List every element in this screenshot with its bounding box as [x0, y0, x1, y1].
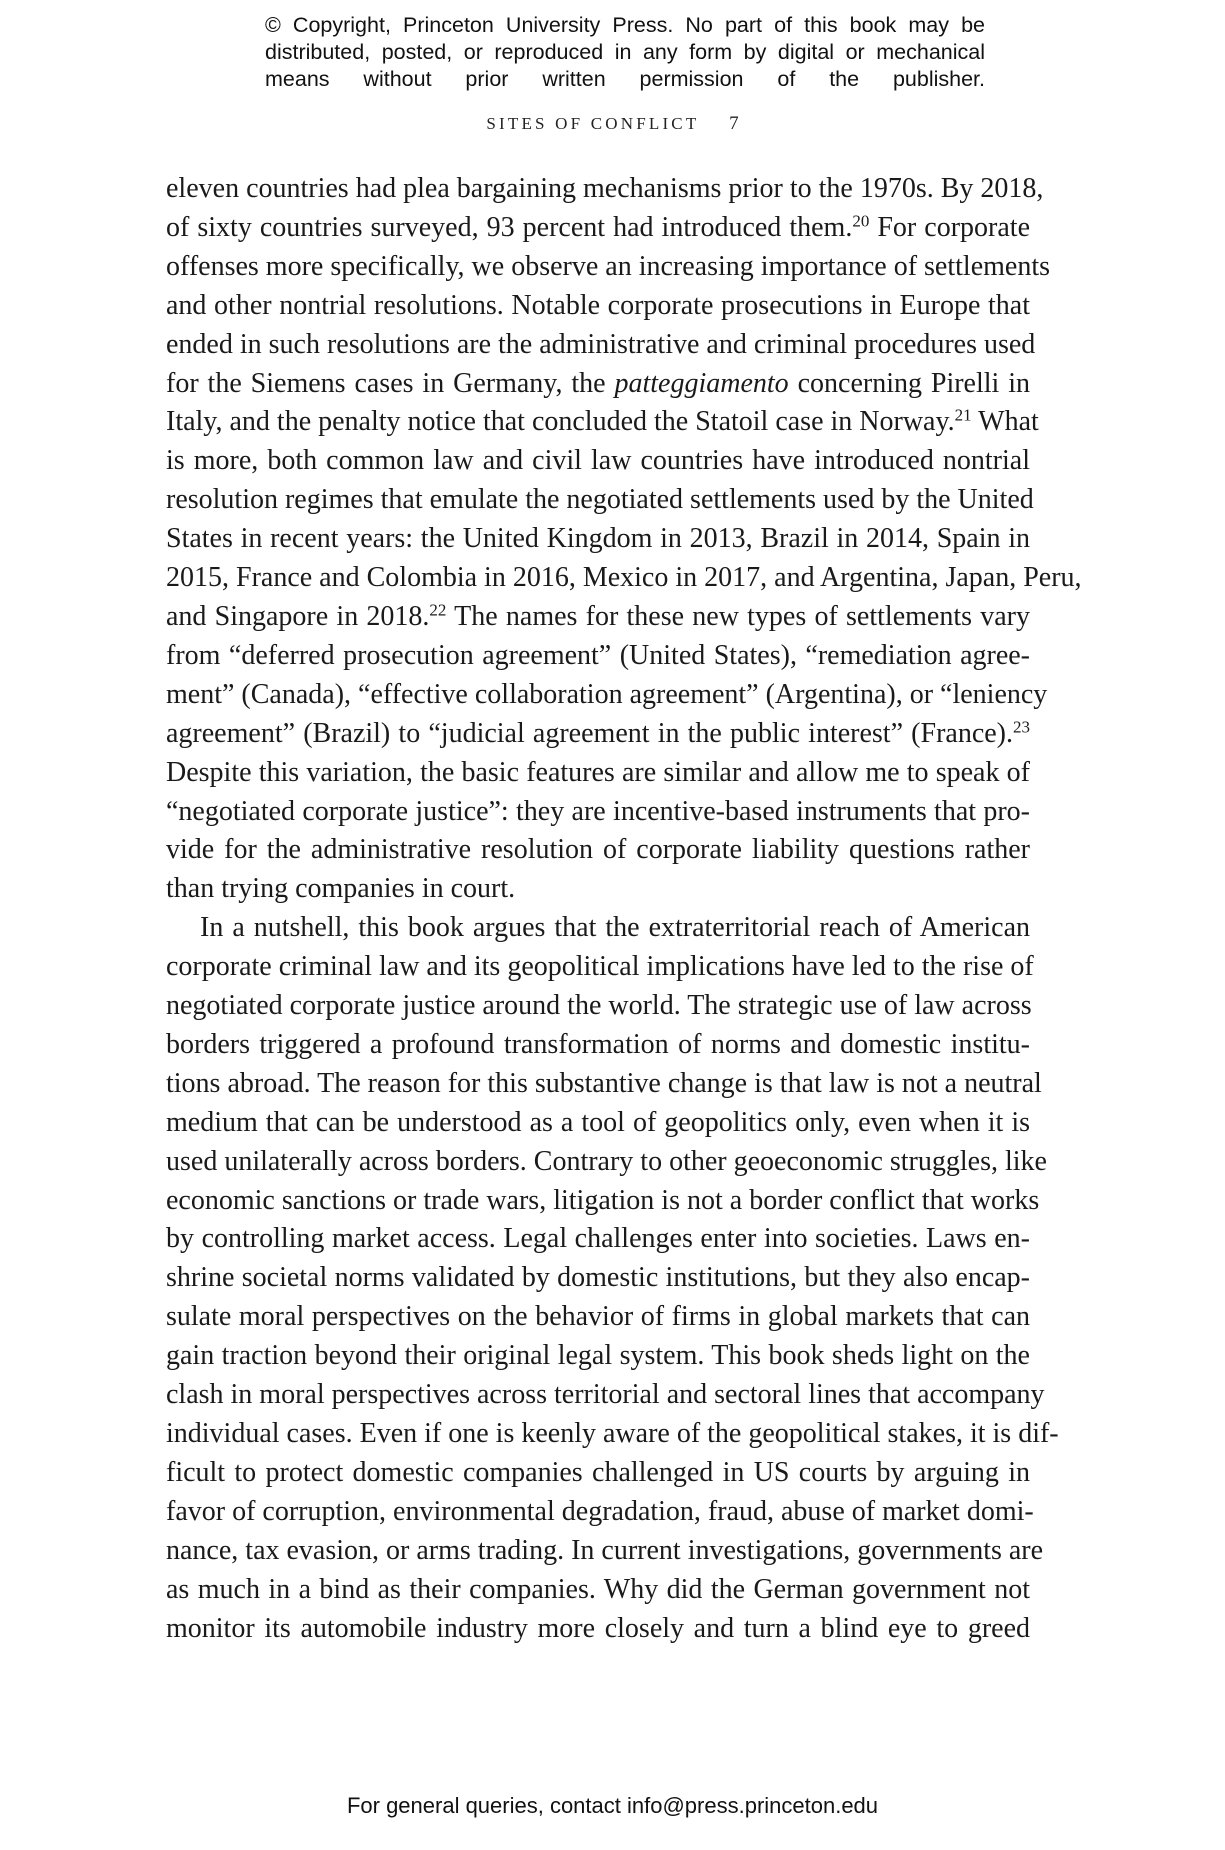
text-line: ended in such resolutions are the administrative and criminal procedures used	[166, 328, 1036, 360]
body-text	[166, 170, 1082, 1648]
footnote-ref-22[interactable]: 22	[429, 600, 447, 620]
text-line: In a nutshell, this book argues that the extraterritorial reach of American	[200, 912, 1030, 944]
text-line: eleven countries had plea bargaining mechanisms prior to the 1970s. By 2018,	[166, 173, 1044, 204]
text-line: corporate criminal law and its geopolitical implications have led to the rise of	[166, 951, 1034, 983]
italic-term: patteggiamento	[614, 367, 789, 399]
text-line: is more, both common law and civil law countries have introduced nontrial	[166, 445, 1030, 477]
text-line: tions abroad. The reason for this substantive change is that law is not a neutral	[166, 1067, 1042, 1099]
footnote-ref-21[interactable]: 21	[954, 406, 972, 426]
text-line: 2015, France and Colombia in 2016, Mexico in 2017, and Argentina, Japan, Peru,	[166, 562, 1082, 594]
copyright-notice	[265, 12, 985, 93]
text-line: ficult to protect domestic companies challenged in US courts by arguing in	[166, 1456, 1030, 1488]
text-segment: Italy, and the penalty notice that concluded the Statoil case in Norway.	[166, 406, 955, 438]
text-line	[166, 209, 1030, 248]
text-line: monitor its automobile industry more closely and turn a blind eye to greed	[166, 1612, 1030, 1644]
footnote-ref-23[interactable]: 23	[1013, 717, 1030, 737]
text-line: favor of corruption, environmental degradation, fraud, abuse of market domi-	[166, 1495, 1034, 1527]
text-line: as much in a bind as their companies. Why did the German government not	[166, 1573, 1030, 1605]
text-line: used unilaterally across borders. Contrary to other geoeconomic struggles, like	[166, 1145, 1047, 1177]
text-segment: for the Siemens cases in Germany, the	[166, 367, 615, 399]
text-line: borders triggered a profound transformation of norms and domestic institu-	[166, 1028, 1030, 1060]
text-segment: concerning Pirelli in	[788, 367, 1030, 399]
copyright-line: means without prior written permission of the publisher.	[265, 67, 985, 91]
running-head	[0, 113, 1225, 135]
text-line: medium that can be understood as a tool of geopolitics only, even when it is	[166, 1106, 1030, 1138]
text-line: ment” (Canada), “effective collaboration agreement” (Argentina), or “leniency	[166, 678, 1048, 710]
text-line: States in recent years: the United Kingdom in 2013, Brazil in 2014, Spain in	[166, 523, 1030, 555]
text-segment: and Singapore in 2018.	[166, 600, 430, 632]
paragraph-2	[166, 909, 1059, 1648]
footnote-ref-20[interactable]: 20	[852, 211, 870, 231]
text-segment: agreement” (Brazil) to “judicial agreement in the public interest” (France).	[166, 717, 1013, 749]
text-line	[166, 598, 1030, 637]
text-line: by controlling market access. Legal challenges enter into societies. Laws en-	[166, 1223, 1030, 1255]
paragraph-1	[166, 170, 1082, 909]
text-line	[166, 715, 1030, 754]
text-segment: For corporate	[869, 211, 1031, 243]
running-head-title: SITES OF CONFLICT	[486, 114, 700, 133]
text-line: negotiated corporate justice around the world. The strategic use of law across	[166, 990, 1032, 1022]
page-number: 7	[729, 113, 739, 134]
text-line: Despite this variation, the basic features are similar and allow me to speak of	[166, 756, 1030, 788]
text-line: individual cases. Even if one is keenly aware of the geopolitical stakes, it is dif-	[166, 1418, 1059, 1449]
text-segment: What	[971, 406, 1039, 438]
text-line: vide for the administrative resolution of corporate liability questions rather	[166, 834, 1030, 866]
text-line: resolution regimes that emulate the negotiated settlements used by the United	[166, 484, 1034, 516]
footer-contact: For general queries, contact info@press.princeton.edu	[346, 1793, 879, 1818]
text-line: from “deferred prosecution agreement” (United States), “remediation agree-	[166, 639, 1030, 671]
text-line: than trying companies in court.	[166, 873, 516, 905]
text-line: offenses more specifically, we observe an increasing importance of settlements	[166, 250, 1051, 282]
copyright-line: © Copyright, Princeton University Press. No part of this book may be	[265, 13, 985, 37]
text-line	[166, 403, 1039, 442]
text-line: gain traction beyond their original legal system. This book sheds light on the	[166, 1340, 1030, 1372]
text-line: shrine societal norms validated by domestic institutions, but they also encap-	[166, 1262, 1030, 1294]
text-segment: of sixty countries surveyed, 93 percent had introduced them.	[166, 211, 853, 243]
text-line: clash in moral perspectives across territorial and sectoral lines that accompany	[166, 1379, 1045, 1411]
text-line: economic sanctions or trade wars, litigation is not a border conflict that works	[166, 1184, 1040, 1216]
text-line: and other nontrial resolutions. Notable corporate prosecutions in Europe that	[166, 289, 1030, 321]
text-line: nance, tax evasion, or arms trading. In current investigations, governments are	[166, 1534, 1044, 1566]
text-segment: The names for these new types of settlements vary	[446, 600, 1030, 632]
text-line: sulate moral perspectives on the behavior of firms in global markets that can	[166, 1301, 1030, 1333]
copyright-line: distributed, posted, or reproduced in any form by digital or mechanical	[265, 40, 985, 64]
text-line: “negotiated corporate justice”: they are incentive-based instruments that pro-	[166, 795, 1030, 827]
text-line	[166, 365, 1030, 404]
